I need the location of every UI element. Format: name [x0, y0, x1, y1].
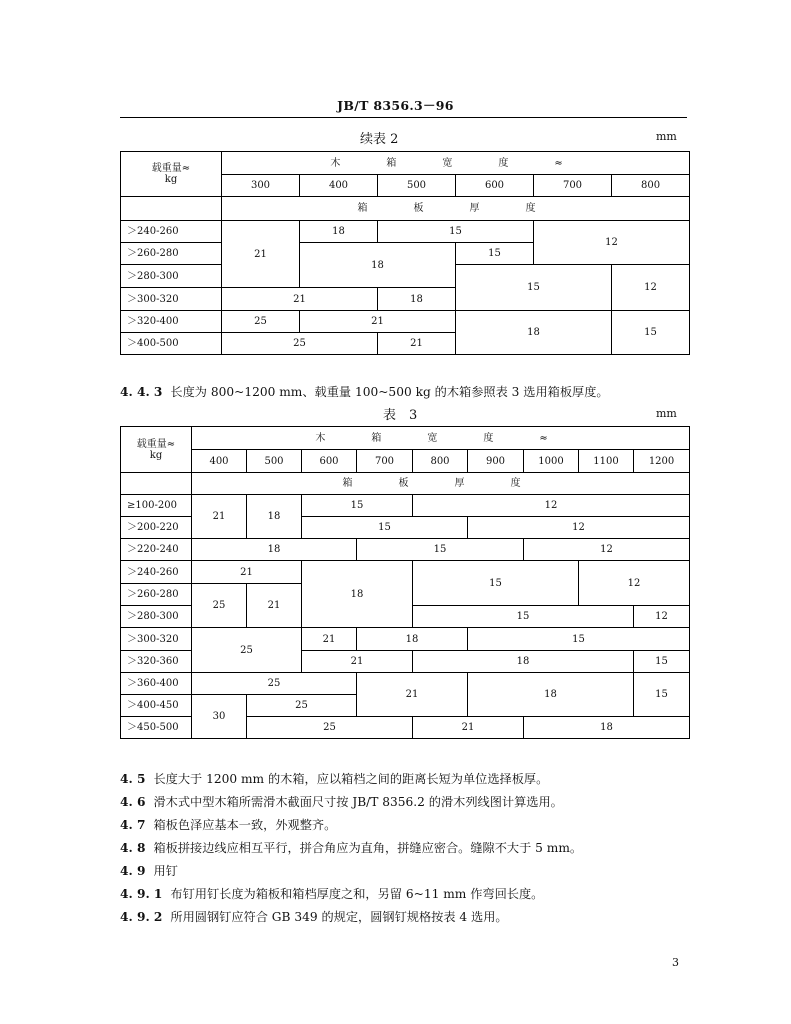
table3-col-700: 700	[357, 450, 413, 473]
table3-cell: 18	[302, 561, 413, 628]
table2-row-label: ＞300-320	[121, 288, 222, 311]
table3-cell: 21	[302, 651, 413, 673]
table3-row-label: ＞450-500	[121, 717, 192, 739]
table2-cell: 18	[300, 243, 456, 288]
table3-thickness-header: 箱 板 厚 度	[192, 473, 690, 495]
table3-cell: 15	[357, 539, 524, 561]
table3-col-800: 800	[413, 450, 468, 473]
table2-cell: 12	[534, 221, 690, 265]
table3-col-1200: 1200	[634, 450, 690, 473]
table3-row-label: ＞220-240	[121, 539, 192, 561]
table3-cell: 21	[247, 584, 302, 628]
table3-cell: 15	[302, 495, 413, 517]
table3	[120, 426, 690, 739]
clause-4-9-1: 4. 9. 1 布钉用钉长度为箱板和箱档厚度之和，另留 6~11 mm 作弯回长度。	[120, 887, 544, 901]
table2-cell: 18	[378, 288, 456, 311]
table2-cell: 12	[612, 265, 690, 311]
clause-4-7: 4. 7 箱板色泽应基本一致，外观整齐。	[120, 818, 337, 832]
clause-4-9-2: 4. 9. 2 所用圆钢钉应符合 GB 349 的规定，圆钢钉规格按表 4 选用。	[120, 910, 508, 924]
table2-col-400: 400	[300, 175, 378, 197]
table3-cell: 12	[468, 517, 690, 539]
table3-row-label: ＞260-280	[121, 584, 192, 606]
clause-4-6: 4. 6 滑木式中型木箱所需滑木截面尺寸按 JB/T 8356.2 的滑木列线图计算选用。	[120, 795, 563, 809]
table2-cell: 21	[378, 333, 456, 355]
table2-cell: 21	[222, 221, 300, 288]
table2-col-700: 700	[534, 175, 612, 197]
clause-4-8: 4. 8 箱板拼接边线应相互平行，拼合角应为直角，拼缝应密合。缝隙不大于 5 mm。	[120, 841, 583, 855]
table3-row-label: ＞300-320	[121, 628, 192, 651]
table3-cell: 18	[357, 628, 468, 651]
table3-cell: 21	[413, 717, 524, 739]
table2-load-header: 载重量≈ kg	[121, 152, 222, 197]
table2-row-label: ＞260-280	[121, 243, 222, 265]
table3-row-label: ＞200-220	[121, 517, 192, 539]
table3-cell: 30	[192, 695, 247, 739]
table3-row-label: ≥100-200	[121, 495, 192, 517]
table2	[120, 151, 690, 355]
table3-cell: 18	[247, 495, 302, 539]
table2-width-header: 木 箱 宽 度 ≈	[222, 152, 690, 175]
table3-cell: 18	[468, 673, 634, 717]
table3-col-600: 600	[302, 450, 357, 473]
table2-row-label: ＞320-400	[121, 311, 222, 333]
table2-cell: 15	[456, 243, 534, 265]
table3-cell: 15	[413, 561, 579, 606]
table2-cell: 15	[612, 311, 690, 355]
clause-4-9: 4. 9 用钉	[120, 864, 178, 878]
table2-cell: 25	[222, 333, 378, 355]
table2-unit: mm	[656, 130, 677, 143]
table3-load-header: 载重量≈ kg	[121, 427, 192, 473]
table3-cell: 25	[247, 717, 413, 739]
table3-row-label: ＞240-260	[121, 561, 192, 584]
table3-cell: 12	[579, 561, 690, 606]
table3-blank	[121, 473, 192, 495]
table2-cell: 21	[222, 288, 378, 311]
table3-cell: 15	[468, 628, 690, 651]
table3-cell: 25	[192, 584, 247, 628]
clause-4-4-3: 4. 4. 3 长度为 800~1200 mm、载重量 100~500 kg 的木箱参照表 3 选用箱板厚度。	[120, 385, 609, 399]
table2-thickness-header: 箱 板 厚 度	[222, 197, 690, 221]
table3-cell: 12	[413, 495, 690, 517]
table3-title: 表 3	[383, 408, 418, 423]
table3-col-900: 900	[468, 450, 524, 473]
table3-col-1000: 1000	[524, 450, 579, 473]
table3-row-label: ＞400-450	[121, 695, 192, 717]
page-header: JB/T 8356.3－96	[337, 98, 454, 113]
table3-row-label: ＞320-360	[121, 651, 192, 673]
table3-row-label: ＞360-400	[121, 673, 192, 695]
clause-4-5: 4. 5 长度大于 1200 mm 的木箱，应以箱档之间的距离长短为单位选择板厚。	[120, 772, 549, 786]
table3-unit: mm	[656, 407, 677, 420]
table3-cell: 15	[302, 517, 468, 539]
table2-cell: 18	[300, 221, 378, 243]
table3-cell: 18	[192, 539, 357, 561]
table2-col-800: 800	[612, 175, 690, 197]
table2-cell: 15	[378, 221, 534, 243]
header-rule	[120, 117, 687, 118]
table3-cell: 18	[524, 717, 690, 739]
table3-col-1100: 1100	[579, 450, 634, 473]
table3-cell: 21	[192, 561, 302, 584]
table3-cell: 12	[634, 606, 690, 628]
table3-cell: 18	[413, 651, 634, 673]
table3-row-label: ＞280-300	[121, 606, 192, 628]
table3-cell: 25	[192, 673, 357, 695]
table2-title: 续表 2	[360, 132, 399, 147]
table3-cell: 15	[634, 651, 690, 673]
page-number: 3	[672, 956, 679, 969]
table3-cell: 21	[302, 628, 357, 651]
table2-cell: 15	[456, 265, 612, 311]
table3-cell: 12	[524, 539, 690, 561]
table2-blank	[121, 197, 222, 221]
table2-cell: 25	[222, 311, 300, 333]
table2-row-label: ＞280-300	[121, 265, 222, 288]
table2-col-500: 500	[378, 175, 456, 197]
table3-cell: 21	[192, 495, 247, 539]
table3-cell: 25	[247, 695, 357, 717]
table2-col-600: 600	[456, 175, 534, 197]
table3-col-500: 500	[247, 450, 302, 473]
table3-col-400: 400	[192, 450, 247, 473]
table2-col-300: 300	[222, 175, 300, 197]
table2-cell: 21	[300, 311, 456, 333]
table2-row-label: ＞400-500	[121, 333, 222, 355]
table3-cell: 21	[357, 673, 468, 717]
table2-cell: 18	[456, 311, 612, 355]
table3-cell: 15	[634, 673, 690, 717]
table3-width-header: 木 箱 宽 度 ≈	[192, 427, 690, 450]
table2-row-label: ＞240-260	[121, 221, 222, 243]
table3-cell: 15	[413, 606, 634, 628]
table3-cell: 25	[192, 628, 302, 673]
